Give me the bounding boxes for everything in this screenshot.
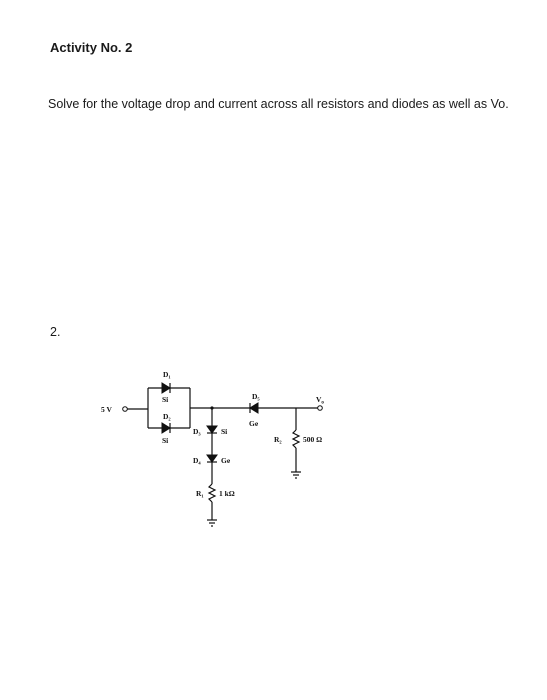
r2-value: 500 Ω — [303, 435, 323, 444]
d3-label: D₃ — [193, 427, 201, 436]
diode-d5 — [250, 403, 258, 413]
diode-d4 — [207, 455, 217, 462]
d2-label: D₂ — [163, 412, 171, 421]
diode-d3 — [207, 426, 217, 433]
d3-material: Si — [221, 427, 228, 436]
resistor-r2 — [293, 430, 299, 448]
source-terminal — [123, 407, 128, 412]
diode-d1 — [162, 383, 170, 393]
activity-title: Activity No. 2 — [50, 40, 133, 55]
ground-icon-r1 — [207, 520, 217, 526]
problem-number: 2. — [50, 325, 61, 339]
diode-d2 — [162, 423, 170, 433]
source-label: 5 V — [101, 405, 112, 414]
d4-label: D₄ — [193, 456, 201, 465]
d1-label: D₁ — [163, 370, 171, 379]
d2-material: Si — [162, 436, 169, 445]
d4-material: Ge — [221, 456, 231, 465]
d5-label: D₅ — [252, 392, 260, 401]
output-label: $V_o$ — [316, 395, 324, 406]
r1-value: 1 kΩ — [219, 489, 235, 498]
r2-label: R₂ — [274, 435, 282, 444]
d5-material: Ge — [249, 419, 259, 428]
instruction-text: Solve for the voltage drop and current across all resistors and diodes as well as Vo. — [48, 97, 509, 111]
r1-label: R₁ — [196, 489, 204, 498]
output-terminal — [318, 406, 323, 411]
d1-material: Si — [162, 395, 169, 404]
ground-icon-r2 — [291, 472, 301, 478]
resistor-r1 — [209, 484, 215, 502]
